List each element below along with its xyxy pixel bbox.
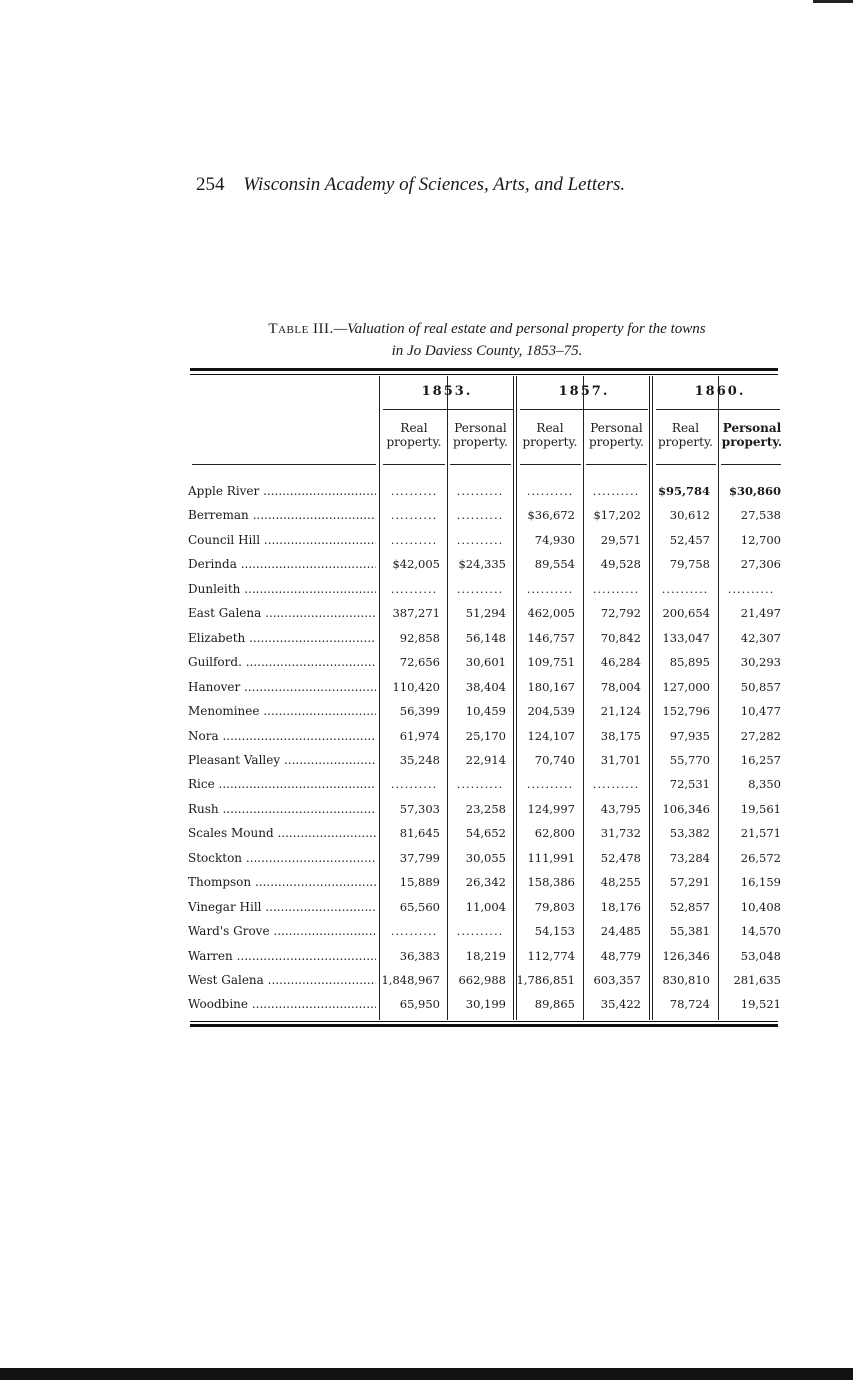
table-cell: 127,000: [662, 679, 710, 694]
table-cell: 35,422: [600, 997, 641, 1012]
table-cell: 65,950: [399, 997, 440, 1012]
table-cell: 79,758: [669, 557, 710, 572]
table-cell: 51,294: [465, 606, 506, 621]
table-cell: ..........: [390, 581, 438, 596]
table-cell: 24,485: [600, 924, 641, 939]
table-cell: ..........: [390, 484, 438, 498]
table-row: [0, 628, 853, 652]
table-cell: 281,635: [733, 973, 781, 987]
colhead-personal-1853: [448, 421, 513, 449]
town-name: Pleasant Valley .....: [188, 753, 376, 767]
colhead-text: property.: [522, 435, 578, 449]
table-cell: 10,477: [740, 704, 781, 719]
table-cell: 146,757: [527, 630, 575, 645]
table-cell: $36,672: [527, 508, 575, 523]
table-bottom-rule-thin: [190, 1021, 778, 1022]
table-cell: 54,153: [534, 924, 575, 939]
table-cell: 12,700: [740, 532, 781, 547]
table-cell: 38,175: [600, 728, 641, 743]
table-cell: ..........: [592, 581, 640, 596]
town-name: Council Hill .....: [188, 533, 376, 547]
table-top-rule-thin: [190, 374, 778, 375]
table-cell: 72,792: [600, 606, 641, 621]
table-row: [0, 921, 853, 945]
table-cell: 830,810: [662, 973, 710, 987]
header-bottom-rule: [721, 464, 781, 465]
table-cell: $42,005: [392, 557, 440, 572]
colhead-text: property.: [658, 435, 713, 449]
town-name: Apple River .....: [188, 484, 376, 498]
town-name: Thompson .....: [188, 875, 376, 889]
table-cell: ..........: [526, 777, 574, 792]
table-row: [0, 652, 853, 676]
colhead-text: property.: [386, 435, 442, 449]
table-cell: 85,895: [669, 655, 710, 670]
table-cell: 35,248: [399, 752, 440, 767]
year-underline: [383, 409, 513, 410]
table-top-rule: [190, 368, 778, 371]
table-cell: ..........: [390, 508, 438, 523]
town-name: Stockton .....: [188, 851, 376, 865]
journal-title: Wisconsin Academy of Sciences, Arts, and Letters.: [243, 174, 626, 195]
table-cell: ..........: [661, 581, 709, 596]
table-bottom-rule: [190, 1024, 778, 1027]
table-cell: 53,382: [669, 826, 710, 841]
table-cell: 52,457: [669, 532, 710, 547]
table-row: [0, 774, 853, 798]
header-bottom-rule: [520, 464, 581, 465]
table-cell: 21,571: [740, 826, 781, 841]
table-row: [0, 946, 853, 970]
table-cell: 54,652: [465, 826, 506, 841]
table-cell: 19,521: [740, 997, 781, 1012]
table-cell: 49,528: [600, 557, 641, 572]
table-row: [0, 994, 853, 1018]
table-cell: 27,538: [740, 508, 781, 523]
table-cell: 16,159: [740, 875, 781, 890]
table-cell: 180,167: [527, 679, 575, 694]
table-cell: 29,571: [600, 532, 641, 547]
table-row: [0, 505, 853, 529]
table-cell: 73,284: [669, 850, 710, 865]
page-corner-mark: [793, 0, 853, 6]
table-cell: 30,612: [669, 508, 710, 523]
table-row: [0, 823, 853, 847]
table-cell: 97,935: [669, 728, 710, 743]
table-cell: 23,258: [465, 801, 506, 816]
table-row: [0, 530, 853, 554]
table-cell: 36,383: [399, 948, 440, 963]
table-cell: 78,724: [669, 997, 710, 1012]
table-cell: ..........: [592, 777, 640, 792]
table-cell: 62,800: [534, 826, 575, 841]
table-cell: 46,284: [600, 655, 641, 670]
table-cell: 31,701: [600, 752, 641, 767]
header-bottom-rule: [450, 464, 511, 465]
table-cell: 92,858: [399, 630, 440, 645]
table-cell: ..........: [526, 581, 574, 596]
town-name: Berreman .....: [188, 508, 376, 522]
table-cell: 43,795: [600, 801, 641, 816]
table-cell: 10,408: [740, 899, 781, 914]
table-cell: 30,293: [740, 655, 781, 670]
colhead-personal-1857: [584, 421, 649, 449]
table-cell: 79,803: [534, 899, 575, 914]
table-row: [0, 677, 853, 701]
table-cell: $30,860: [728, 484, 781, 498]
table-cell: 89,554: [534, 557, 575, 572]
table-cell: 72,531: [669, 777, 710, 792]
table-cell: $17,202: [593, 508, 641, 523]
town-name: Ward's Grove .....: [188, 924, 376, 938]
table-row: [0, 726, 853, 750]
town-name: Derinda .....: [188, 557, 376, 571]
table-row: [0, 579, 853, 603]
town-name: Elizabeth .....: [188, 631, 376, 645]
page-number: 254: [196, 174, 225, 195]
town-name: Hanover .....: [188, 680, 376, 694]
table-cell: ..........: [456, 508, 504, 523]
colhead-real-1860: [653, 421, 718, 449]
table-title-line-2: in Jo Daviess County, 1853–75.: [391, 343, 583, 359]
table-row: [0, 799, 853, 823]
table-cell: 106,346: [662, 801, 710, 816]
table-cell: ..........: [390, 924, 438, 939]
table-cell: 200,654: [662, 606, 710, 621]
town-name: Rice .....: [188, 777, 376, 791]
table-cell: 81,645: [399, 826, 440, 841]
table-cell: 158,386: [527, 875, 575, 890]
table-cell: 89,865: [534, 997, 575, 1012]
table-cell: 50,857: [740, 679, 781, 694]
table-cell: ..........: [592, 484, 640, 498]
table-cell: ..........: [456, 777, 504, 792]
colhead-text: property.: [721, 435, 783, 449]
table-cell: ..........: [456, 484, 504, 498]
table-cell: 133,047: [662, 630, 710, 645]
table-cell: 48,779: [600, 948, 641, 963]
table-cell: 26,342: [465, 875, 506, 890]
header-bottom-rule: [383, 464, 445, 465]
table-row: [0, 603, 853, 627]
colhead-text: Personal: [722, 421, 782, 435]
table-cell: 38,404: [465, 679, 506, 694]
town-name: East Galena .....: [188, 606, 376, 620]
year-underline: [520, 409, 648, 410]
table-cell: 1,786,851: [516, 973, 575, 987]
table-cell: 16,257: [740, 752, 781, 767]
town-name: West Galena .....: [188, 973, 376, 987]
table-label: Table III.: [268, 321, 334, 337]
running-head: [196, 174, 625, 196]
table-cell: 18,219: [465, 948, 506, 963]
table-cell: 72,656: [399, 655, 440, 670]
table-cell: 204,539: [527, 704, 575, 719]
town-name: Dunleith .....: [188, 582, 376, 596]
table-cell: 462,005: [527, 606, 575, 621]
table-cell: 70,740: [534, 752, 575, 767]
colhead-personal-1860: [719, 421, 785, 449]
table-cell: 8,350: [748, 777, 781, 792]
colhead-text: Personal: [454, 421, 507, 435]
table-row: [0, 481, 853, 505]
colhead-text: Real: [400, 421, 428, 435]
table-cell: 124,997: [527, 801, 575, 816]
table-cell: 26,572: [740, 850, 781, 865]
table-cell: 111,991: [527, 850, 575, 865]
table-cell: ..........: [727, 581, 775, 596]
table-cell: 27,306: [740, 557, 781, 572]
table-cell: 55,381: [669, 924, 710, 939]
table-cell: 30,601: [465, 655, 506, 670]
table-cell: ..........: [456, 581, 504, 596]
table-cell: 110,420: [392, 679, 440, 694]
table-cell: 31,732: [600, 826, 641, 841]
table-cell: 74,930: [534, 532, 575, 547]
table-cell: 52,478: [600, 850, 641, 865]
table-cell: 25,170: [465, 728, 506, 743]
table-cell: ..........: [390, 532, 438, 547]
table-cell: 22,914: [465, 752, 506, 767]
table-row: [0, 970, 853, 994]
table-cell: 56,148: [465, 630, 506, 645]
table-cell: 124,107: [527, 728, 575, 743]
table-cell: ..........: [526, 484, 574, 498]
table-cell: 70,842: [600, 630, 641, 645]
table-cell: ..........: [456, 924, 504, 939]
town-name: Woodbine .....: [188, 997, 376, 1011]
table-row: [0, 848, 853, 872]
table-cell: 57,291: [669, 875, 710, 890]
colhead-text: Real: [536, 421, 564, 435]
town-name: Menominee .....: [188, 704, 376, 718]
table-cell: 37,799: [399, 850, 440, 865]
year-header-1860: 1860.: [694, 384, 746, 399]
table-cell: 30,055: [465, 850, 506, 865]
town-name: Rush .....: [188, 802, 376, 816]
header-bottom-rule: [586, 464, 647, 465]
table-cell: 15,889: [399, 875, 440, 890]
table-row: [0, 701, 853, 725]
colhead-real-1857: [517, 421, 583, 449]
header-bottom-rule: [192, 464, 376, 465]
table-cell: 387,271: [392, 606, 440, 621]
table-cell: ..........: [456, 532, 504, 547]
table-cell: 61,974: [399, 728, 440, 743]
year-header-1857: 1857.: [558, 384, 610, 399]
table-cell: 48,255: [600, 875, 641, 890]
table-cell: 11,004: [465, 899, 506, 914]
town-name: Guilford. .....: [188, 655, 376, 669]
town-name: Warren .....: [188, 949, 376, 963]
table-cell: 65,560: [399, 899, 440, 914]
year-header-1853: 1853.: [421, 384, 473, 399]
table-cell: 30,199: [465, 997, 506, 1012]
year-underline: [656, 409, 780, 410]
table-caption: [192, 318, 782, 362]
colhead-text: Personal: [590, 421, 643, 435]
table-cell: 10,459: [465, 704, 506, 719]
colhead-text: property.: [589, 435, 644, 449]
table-cell: $95,784: [657, 484, 710, 498]
table-cell: 14,570: [740, 924, 781, 939]
table-cell: 78,004: [600, 679, 641, 694]
town-name: Vinegar Hill .....: [188, 900, 376, 914]
table-cell: 109,751: [527, 655, 575, 670]
table-cell: $24,335: [458, 557, 506, 572]
table-cell: 126,346: [662, 948, 710, 963]
table-cell: 21,497: [740, 606, 781, 621]
table-cell: 53,048: [740, 948, 781, 963]
town-name: Scales Mound .....: [188, 826, 376, 840]
table-cell: 662,988: [458, 973, 506, 987]
table-cell: 19,561: [740, 801, 781, 816]
table-cell: 52,857: [669, 899, 710, 914]
table-row: [0, 750, 853, 774]
table-cell: 112,774: [527, 948, 575, 963]
table-cell: 18,176: [600, 899, 641, 914]
colhead-text: Real: [671, 421, 700, 435]
table-cell: 42,307: [740, 630, 781, 645]
table-cell: 21,124: [600, 704, 641, 719]
table-cell: 1,848,967: [381, 973, 440, 987]
table-cell: 603,357: [593, 973, 641, 987]
table-cell: 56,399: [399, 704, 440, 719]
colhead-text: property.: [453, 435, 508, 449]
table-cell: 152,796: [662, 704, 710, 719]
table-row: [0, 554, 853, 578]
table-row: [0, 872, 853, 896]
table-cell: ..........: [390, 777, 438, 792]
scan-edge: [0, 1368, 853, 1380]
table-row: [0, 897, 853, 921]
header-bottom-rule: [656, 464, 716, 465]
table-cell: 57,303: [399, 801, 440, 816]
town-name: Nora .....: [188, 729, 376, 743]
table-cell: 55,770: [669, 752, 710, 767]
table-title-line-1: —Valuation of real estate and personal property for the towns: [333, 321, 706, 337]
colhead-real-1853: [381, 421, 447, 449]
table-cell: 27,282: [740, 728, 781, 743]
